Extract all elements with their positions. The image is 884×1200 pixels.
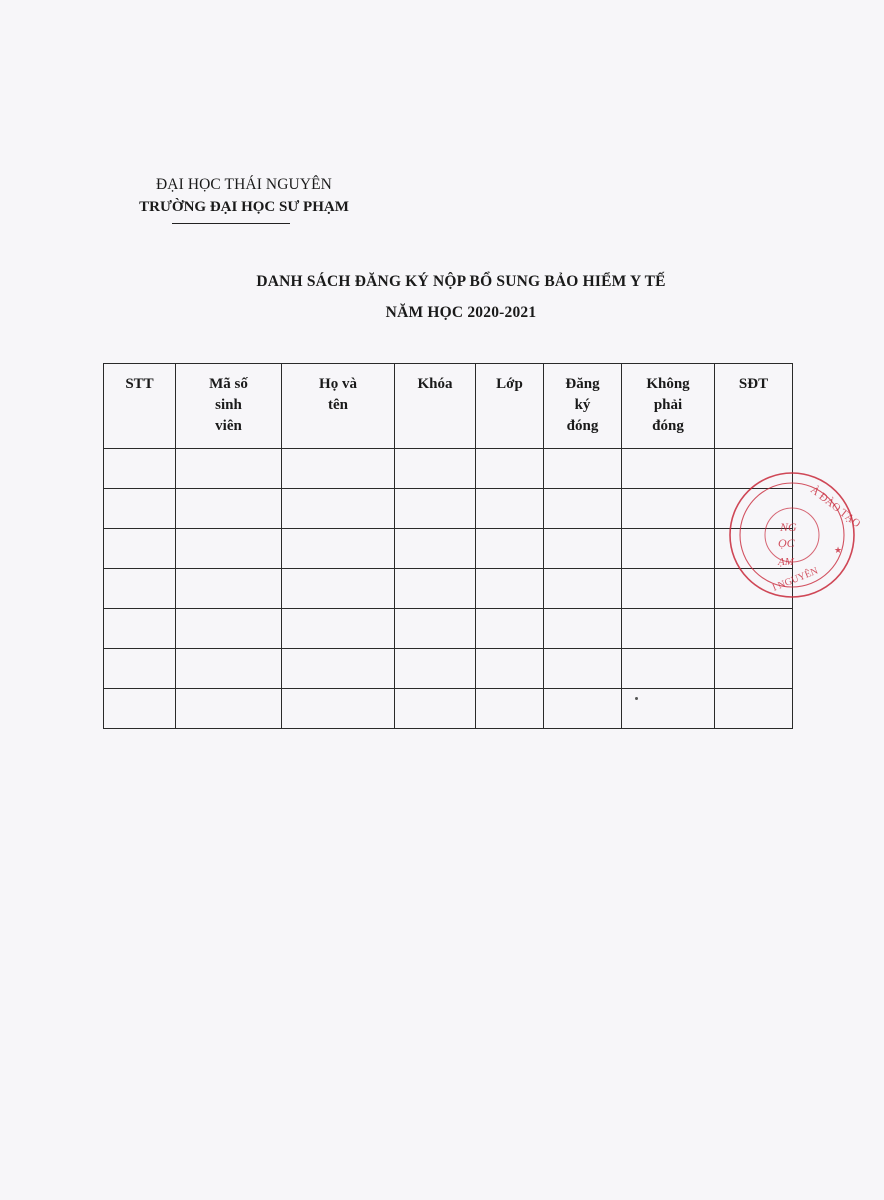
table-row xyxy=(104,529,793,569)
table-row xyxy=(104,489,793,529)
table-cell xyxy=(544,449,622,489)
table-cell xyxy=(476,649,544,689)
table-cell xyxy=(715,449,793,489)
table-row xyxy=(104,569,793,609)
column-header-class: Lớp xyxy=(476,364,544,449)
table-cell xyxy=(176,449,282,489)
svg-text:À ĐÀO TẠO: À ĐÀO TẠO xyxy=(808,483,863,531)
table-cell xyxy=(476,689,544,729)
column-header-phone: SĐT xyxy=(715,364,793,449)
table-cell xyxy=(176,609,282,649)
table-row xyxy=(104,689,793,729)
table-cell xyxy=(104,489,176,529)
table-cell xyxy=(476,569,544,609)
table-cell xyxy=(544,649,622,689)
table-cell xyxy=(104,689,176,729)
table-row xyxy=(104,609,793,649)
table-row xyxy=(104,649,793,689)
table-cell xyxy=(176,569,282,609)
table-cell xyxy=(395,489,476,529)
table-cell xyxy=(476,529,544,569)
table-cell xyxy=(282,449,395,489)
table-cell xyxy=(395,569,476,609)
column-header-stt: STT xyxy=(104,364,176,449)
table-cell xyxy=(622,649,715,689)
table-cell xyxy=(476,449,544,489)
parent-organization: ĐẠI HỌC THÁI NGUYÊN xyxy=(156,176,332,193)
table-cell xyxy=(544,609,622,649)
table-cell xyxy=(715,529,793,569)
table-cell xyxy=(715,489,793,529)
scan-speck xyxy=(635,697,638,700)
organization-header xyxy=(110,174,378,218)
table-row xyxy=(104,449,793,489)
table-cell xyxy=(544,569,622,609)
svg-text:NG: NG xyxy=(780,520,797,534)
registration-table xyxy=(103,363,793,729)
table-cell xyxy=(544,689,622,729)
table-cell xyxy=(715,609,793,649)
column-header-cohort: Khóa xyxy=(395,364,476,449)
table-cell xyxy=(395,529,476,569)
svg-text:ỌC: ỌC xyxy=(778,536,795,550)
column-header-full-name: Họ và tên xyxy=(282,364,395,449)
table-cell xyxy=(282,609,395,649)
table-cell xyxy=(715,689,793,729)
table-cell xyxy=(176,689,282,729)
table-cell xyxy=(395,609,476,649)
table-cell xyxy=(104,609,176,649)
table-cell xyxy=(476,609,544,649)
table-cell xyxy=(282,529,395,569)
table-cell xyxy=(622,449,715,489)
table-cell xyxy=(715,649,793,689)
table-cell xyxy=(104,569,176,609)
svg-text:I NGUYÊN: I NGUYÊN xyxy=(771,565,820,594)
table-cell xyxy=(176,489,282,529)
table-cell xyxy=(282,649,395,689)
table-cell xyxy=(282,489,395,529)
svg-text:ẠM: ẠM xyxy=(778,556,794,568)
organization-name: TRƯỜNG ĐẠI HỌC SƯ PHẠM xyxy=(139,199,349,215)
document-title: DANH SÁCH ĐĂNG KÝ NỘP BỔ SUNG BẢO HIỂM Y TẾ xyxy=(256,273,666,290)
table-cell xyxy=(622,689,715,729)
table-cell xyxy=(544,529,622,569)
table-cell xyxy=(282,689,395,729)
table-cell xyxy=(104,649,176,689)
table-cell xyxy=(395,689,476,729)
table-cell xyxy=(476,489,544,529)
table-cell xyxy=(622,609,715,649)
column-header-student-id: Mã số sinh viên xyxy=(176,364,282,449)
table-cell xyxy=(544,489,622,529)
table-cell xyxy=(395,649,476,689)
table-cell xyxy=(104,529,176,569)
header-underline xyxy=(172,223,290,224)
table-cell xyxy=(282,569,395,609)
table-cell xyxy=(622,529,715,569)
table-header-row xyxy=(104,364,793,449)
table-cell xyxy=(395,449,476,489)
table-cell xyxy=(622,569,715,609)
table-cell xyxy=(622,489,715,529)
table-cell xyxy=(176,649,282,689)
column-header-exempt: Không phải đóng xyxy=(622,364,715,449)
column-header-register-pay: Đăng ký đóng xyxy=(544,364,622,449)
table-cell xyxy=(104,449,176,489)
table-cell xyxy=(176,529,282,569)
document-subtitle: NĂM HỌC 2020-2021 xyxy=(385,304,537,321)
svg-text:★: ★ xyxy=(834,545,843,555)
table-cell xyxy=(715,569,793,609)
